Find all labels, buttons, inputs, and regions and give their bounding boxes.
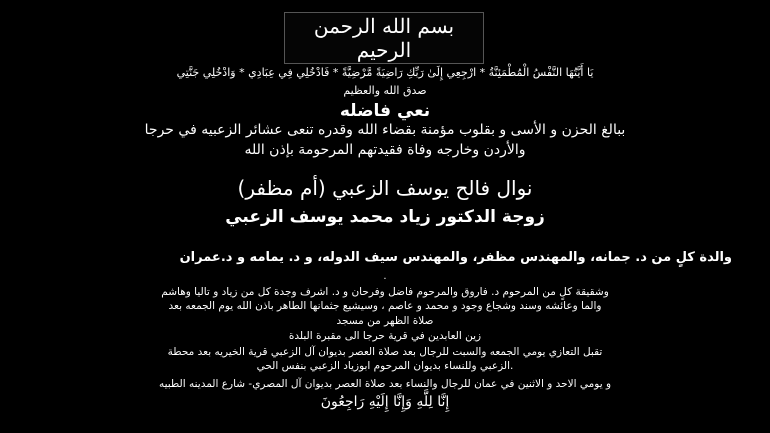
- spouse-line: زوجة الدكتور زياد محمد يوسف الزعبي: [225, 207, 545, 227]
- closing-verse: إِنَّا لِلَّهِ وَإِنَّا إِلَيْهِ رَاجِعُونَ: [320, 394, 450, 410]
- paragraph-line: زين العابدين في قرية حرجا الى مقبرة البلدة: [288, 330, 482, 342]
- children-line: والدة كلٍ من د. جمانه، والمهندس مظفر، والمهندس سيف الدوله، و د. يمامه و د.عمران: [179, 250, 732, 265]
- intro-line-1: ببالغ الحزن و الأسى و بقلوب مؤمنة بقضاء الله وقدره تنعى عشائر الزعبيه في حرجا: [144, 122, 626, 138]
- paragraph-line: وشقيقة كلٍ من المرحوم د. فاروق والمرحوم فاضل وفرحان و د. اشرف وجدة كل من زياد و تاليا وهاشم: [161, 286, 609, 298]
- paragraph-line: والما وعائشه وسند وشجاع وجود و محمد و عاصم ، وسيشيع جثمانها الطاهر باذن الله يوم الجمعه بعد: [168, 300, 602, 312]
- quran-verse: يَا أَيَّتُهَا النَّفْسُ الْمُطْمَئِنَّةُ * ارْجِعِي إِلَىٰ رَبِّكِ رَاضِيَةً مَّرْضِيَّةً * فَادْخُلِي فِي عِبَادِي * وَادْخُلِي جَنَّتِي: [176, 66, 594, 79]
- paragraph-line: .الزعبي وللنساء بديوان المرحوم ابوزياد الزعبي بنفس الحي: [256, 360, 514, 372]
- paragraph-line: و يومي الاحد و الاثنين في عمان للرجال والنساء بعد صلاة العصر بديوان آل المصري- شارع المدينه الطبيه: [158, 378, 612, 390]
- paragraph-line: تقبل التعازي يومي الجمعه والسبت للرجال بعد صلاة العصر بديوان آل الزعبي قرية الخيريه بعد محطة: [167, 346, 603, 358]
- intro-line-2: والأردن وخارجه وفاة فقيدتهم المرحومة بإذن الله: [244, 142, 526, 158]
- verse-closing: صدق الله والعظيم: [343, 84, 427, 97]
- deceased-name: نوال فالح يوسف الزعبي (أم مظفر): [237, 176, 533, 200]
- notice-title: نعي فاضله: [339, 101, 431, 121]
- separator-dot: .: [383, 271, 387, 282]
- paragraph-line: صلاة الظهر من مسجد: [336, 315, 434, 327]
- basmala-calligraphy: [284, 12, 484, 64]
- basmala-text: بسم الله الرحمن الرحيم: [313, 14, 455, 62]
